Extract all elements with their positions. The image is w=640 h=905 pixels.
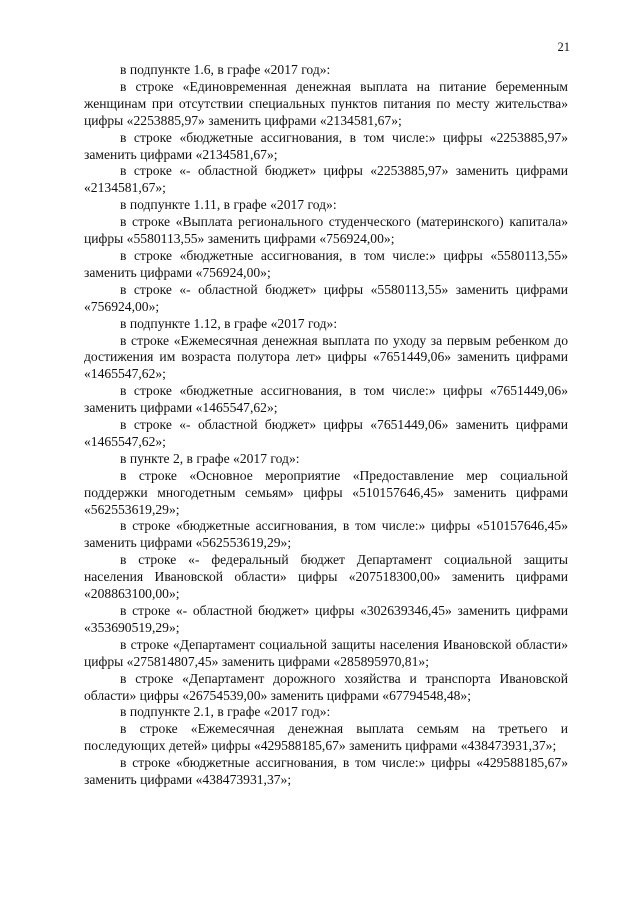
paragraph: в строке «бюджетные ассигнования, в том числе:» цифры «5580113,55» заменить цифрами «756924,00»;	[84, 247, 568, 280]
paragraph: в строке «бюджетные ассигнования, в том числе:» цифры «429588185,67» заменить цифрами «438473931,37»;	[84, 755, 568, 788]
paragraph: в строке «- областной бюджет» цифры «7651449,06» заменить цифрами «1465547,62»;	[84, 417, 568, 449]
paragraph: в строке «Департамент дорожного хозяйства и транспорта Ивановской области» цифры «26754539,00» заменить цифрами «67794548,48»;	[84, 670, 568, 703]
section-heading: в пункте 2, в графе «2017 год»:	[120, 450, 300, 466]
section-heading: в подпункте 1.11, в графе «2017 год»:	[120, 197, 337, 213]
paragraph: в строке «- областной бюджет» цифры «5580113,55» заменить цифрами «756924,00»;	[84, 281, 568, 314]
paragraph: в строке «бюджетные ассигнования, в том числе:» цифры «2253885,97» заменить цифрами «2134581,67»;	[84, 129, 568, 162]
section-heading: в подпункте 1.6, в графе «2017 год»:	[120, 62, 331, 77]
document-body	[84, 62, 568, 789]
section-heading: в подпункте 2.1, в графе «2017 год»:	[120, 704, 331, 720]
page-number: 21	[557, 40, 570, 54]
paragraph: в строке «Выплата регионального студенческого (материнского) капитала» цифры «5580113,55» заменить цифрами «756924,00»;	[84, 214, 568, 247]
paragraph: в строке «Ежемесячная денежная выплата семьям на третьего и последующих детей» цифры «429588185,67» заменить цифрами «438473931,37»;	[84, 721, 568, 754]
paragraph: в строке «Основное мероприятие «Предоставление мер социальной поддержки многодетным семьям» цифры «510157646,45» заменить цифрами «562553619,29»;	[84, 467, 568, 517]
paragraph: в строке «бюджетные ассигнования, в том числе:» цифры «510157646,45» заменить цифрами «562553619,29»;	[84, 518, 568, 551]
paragraph: в строке «Единовременная денежная выплата на питание беременным женщинам при отсутствии специальных пунктов питания по месту жительства» цифры «2253885,97» заменить цифрами «2134581,67»;	[84, 78, 568, 128]
section-heading: в подпункте 1.12, в графе «2017 год»:	[120, 315, 338, 331]
paragraph: в строке «Департамент социальной защиты населения Ивановской области» цифры «275814807,45» заменить цифрами «285895970,81»;	[84, 636, 568, 669]
paragraph: в строке «- областной бюджет» цифры «2253885,97» заменить цифрами «2134581,67»;	[84, 163, 568, 196]
paragraph: в строке «бюджетные ассигнования, в том числе:» цифры «7651449,06» заменить цифрами «1465547,62»;	[84, 383, 568, 416]
paragraph: в строке «- федеральный бюджет Департамент социальной защиты населения Ивановской области» цифры «207518300,00» заменить цифрами «208863100,00»;	[84, 552, 568, 602]
paragraph: в строке «- областной бюджет» цифры «302639346,45» заменить цифрами «353690519,29»;	[84, 603, 568, 635]
paragraph: в строке «Ежемесячная денежная выплата по уходу за первым ребенком до достижения им возраста полутора лет» цифры «7651449,06» заменить цифрами «1465547,62»;	[84, 332, 568, 382]
